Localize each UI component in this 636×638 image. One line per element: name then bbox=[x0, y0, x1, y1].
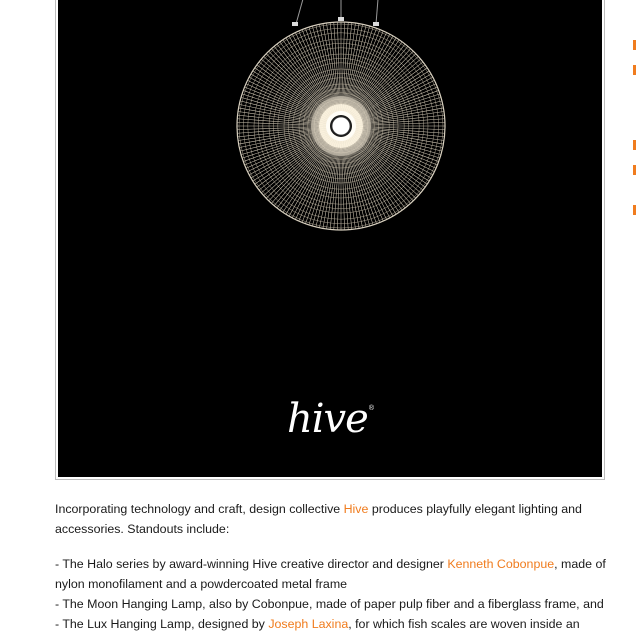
registered-mark: ® bbox=[368, 405, 373, 412]
product-photo bbox=[58, 0, 602, 477]
list-item-moon: - The Moon Hanging Lamp, also by Cobonpue, made of paper pulp fiber and a fiberglass frame, and bbox=[55, 597, 604, 611]
right-edge-links bbox=[632, 40, 636, 240]
product-photo-frame bbox=[55, 0, 605, 480]
list-item-halo: - The Halo series by award-winning Hive creative director and designer Kenneth Cobonpue, made of nylon monofilament and a powdercoated metal frame bbox=[55, 557, 606, 591]
hive-logo-text: hive bbox=[287, 396, 368, 442]
kenneth-cobonpue-link[interactable]: Kenneth Cobonpue bbox=[447, 557, 555, 571]
intro-paragraph: Incorporating technology and craft, design collective Hive produces playfully elegant lighting and accessories. Standouts include: bbox=[55, 502, 582, 536]
list-item-lux: - The Lux Hanging Lamp, designed by Joseph Laxina, for which fish scales are woven inside an bbox=[55, 617, 580, 631]
article-body bbox=[55, 499, 615, 634]
joseph-laxina-link[interactable]: Joseph Laxina bbox=[268, 617, 349, 631]
hive-link[interactable]: Hive bbox=[343, 502, 369, 516]
hive-logo bbox=[58, 396, 602, 442]
